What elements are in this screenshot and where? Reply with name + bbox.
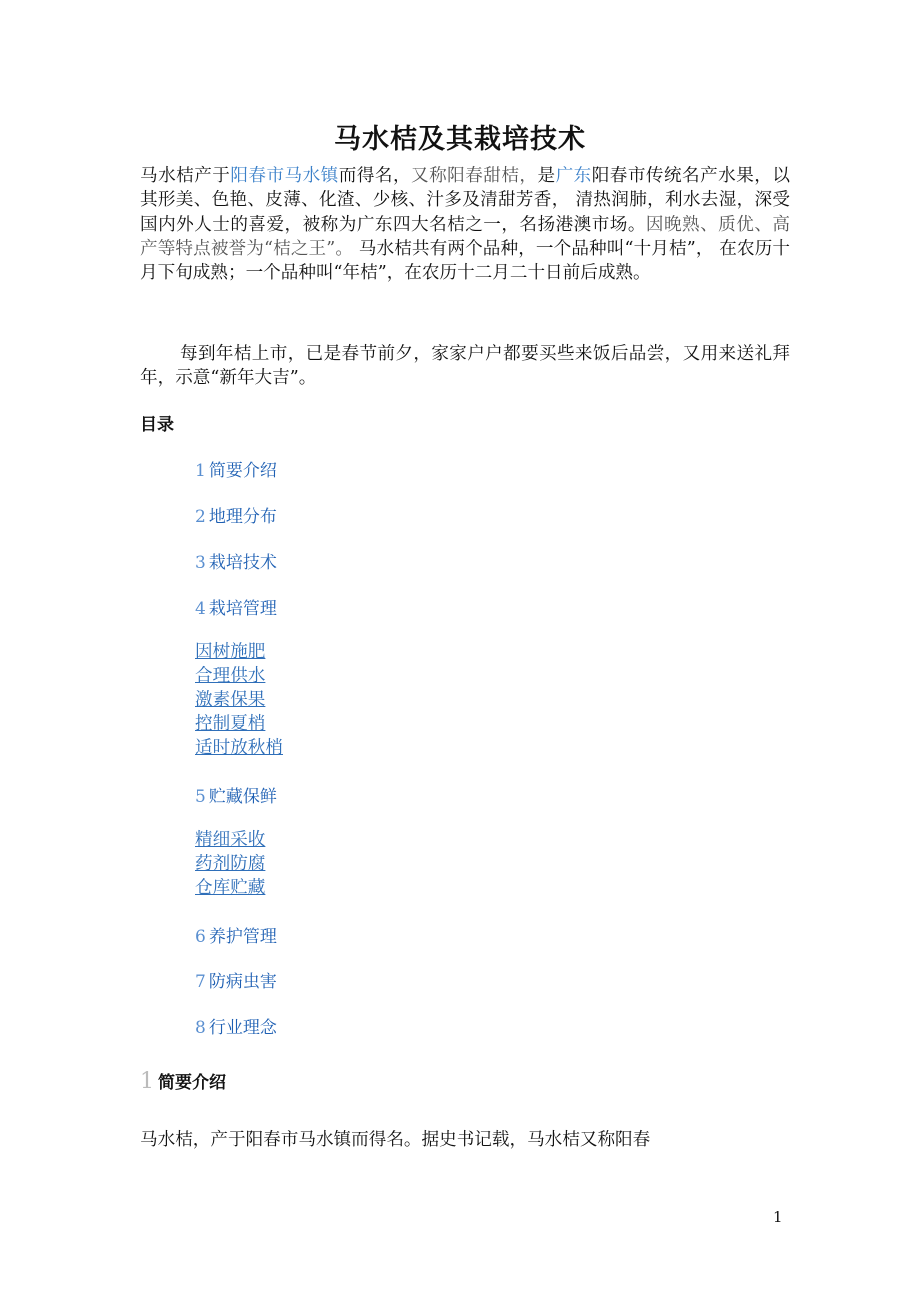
toc-sub-4-1[interactable]: 因树施肥 (195, 642, 266, 662)
toc-heading: 目录 (140, 415, 174, 435)
section-1-heading (140, 1068, 226, 1094)
toc-item-6-num: 6 (195, 927, 206, 947)
toc-item-5-num: 5 (195, 787, 206, 807)
toc-item-3-label: 栽培技术 (208, 553, 277, 573)
section-1-num: 1 (140, 1069, 154, 1094)
toc-item-5-label: 贮藏保鲜 (208, 787, 277, 807)
toc-item-8-num: 8 (195, 1018, 206, 1038)
link-yangchun-mashui[interactable]: 阳春市马水镇 (230, 166, 339, 186)
intro-text-soft-1: 又称阳春甜桔， (411, 166, 538, 186)
intro-text-4: 阳春市传统名产水果，以其形美、色艳、皮薄、化渣、少核、汁多及清甜芳香， 清热润肺，利水去湿，深受国内外人士的喜爱，被称为广东四大名桔之一，名扬港澳市场。 (140, 166, 790, 235)
toc-item-3[interactable] (195, 548, 277, 573)
intro-paragraph (140, 164, 790, 285)
intro-text-soft-2: 因晚熟、质优、高产等特点被誉为“桔之王”。 (140, 214, 790, 259)
intro-text-3: 是 (537, 166, 556, 186)
toc-sub-4-2[interactable]: 合理供水 (195, 666, 266, 686)
toc-item-2-num: 2 (195, 507, 206, 527)
toc-sub-5-1[interactable]: 精细采收 (195, 830, 266, 850)
toc-item-6[interactable] (195, 922, 277, 947)
toc-item-1[interactable] (195, 456, 277, 481)
link-guangdong[interactable]: 广东 (555, 166, 592, 186)
toc-item-2[interactable] (195, 502, 277, 527)
toc-item-7[interactable] (195, 967, 277, 992)
toc-item-5[interactable] (195, 782, 277, 807)
toc-sub-4-3[interactable]: 激素保果 (195, 690, 266, 710)
second-paragraph: 每到年桔上市，已是春节前夕，家家户户都要买些来饭后品尝，又用来送礼拜年，示意“新年大吉”。 (140, 344, 790, 389)
toc-item-4[interactable] (195, 594, 277, 619)
toc-item-7-num: 7 (195, 972, 206, 992)
toc-item-8[interactable] (195, 1013, 277, 1038)
toc-item-3-num: 3 (195, 553, 206, 573)
toc-item-8-label: 行业理念 (208, 1018, 277, 1038)
toc-item-4-num: 4 (195, 599, 206, 619)
section-1-title: 简要介绍 (158, 1073, 226, 1093)
toc-sub-5-3[interactable]: 仓库贮藏 (195, 878, 266, 898)
toc-item-7-label: 防病虫害 (208, 972, 277, 992)
intro-text-5: 马水桔共有两个品种，一个品种叫“十月桔”， 在农历十月下旬成熟；一个品种叫“年桔”，在农历十二月二十日前后成熟。 (140, 238, 790, 284)
toc-sub-5-2[interactable]: 药剂防腐 (195, 854, 266, 874)
document-title: 马水桔及其栽培技术 (334, 124, 586, 155)
toc-item-6-label: 养护管理 (208, 927, 277, 947)
toc-item-2-label: 地理分布 (208, 507, 277, 527)
intro-text-1: 马水桔产于 (140, 166, 231, 186)
toc-item-4-label: 栽培管理 (208, 599, 277, 619)
toc-item-1-num: 1 (195, 461, 206, 481)
intro-text-2: 而得名， (338, 166, 412, 186)
toc-sub-4-4[interactable]: 控制夏梢 (195, 714, 266, 734)
section-1-text: 马水桔，产于阳春市马水镇而得名。据史书记载，马水桔又称阳春 (140, 1130, 651, 1150)
toc-item-1-label: 简要介绍 (208, 461, 277, 481)
toc-sub-4-5[interactable]: 适时放秋梢 (195, 738, 283, 758)
page-number: 1 (773, 1208, 783, 1226)
